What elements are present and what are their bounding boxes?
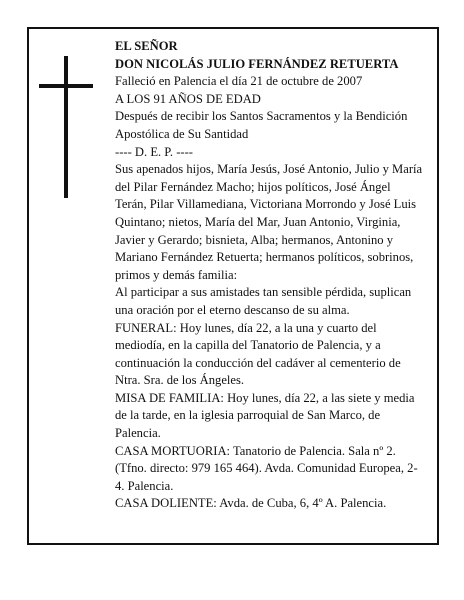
sacraments-line: Después de recibir los Santos Sacramentos y la Bendición Apostólica de Su Santidad [115,109,408,141]
deceased-name: DON NICOLÁS JULIO FERNÁNDEZ RETUERTA [115,56,399,71]
family-paragraph: Sus apenados hijos, María Jesús, José Antonio, Julio y María del Pilar Fernández Macho; hijos políticos, José Ángel Terán, Pilar Villamediana, Victoriana Morrondo y José Luis Quintano; nietos, María del Mar, Juan Antonio, Virginia, Javier y Gerardo; bisnieta, Alba; hermanos, Antonino y Mariano Fernández Retuerta; hermanos políticos, sobrinos, primos y demás familia: [115,162,423,282]
cross-vertical-bar [64,56,68,198]
death-notice: Falleció en Palencia el día 21 de octubre de 2007 [115,74,363,89]
obituary-text [115,38,425,513]
rip-line: ---- D. E. P. ---- [115,144,193,159]
cross-horizontal-bar [39,84,93,88]
family-mass-paragraph: MISA DE FAMILIA: Hoy lunes, día 22, a las siete y media de la tarde, en la iglesia parroquial de San Marco, de Palencia. [115,390,415,441]
request-paragraph: Al participar a sus amistades tan sensible pérdida, suplican una oración por el eterno descanso de su alma. [115,285,412,317]
cross-icon [39,56,93,198]
title-line-1: EL SEÑOR [115,39,178,53]
funeral-paragraph: FUNERAL: Hoy lunes, día 22, a la una y cuarto del mediodía, en la capilla del Tanatorio de Palencia, y a continuación la conducción del cadáver al cementerio de Ntra. Sra. de los Ángeles. [115,320,401,388]
age-line: A LOS 91 AÑOS DE EDAD [115,91,261,106]
mortuary-paragraph: CASA MORTUORIA: Tanatorio de Palencia. Sala nº 2. (Tfno. directo: 979 165 464). Avda. Comunidad Europea, 2-4. Palencia. [115,443,418,493]
home-paragraph: CASA DOLIENTE: Avda. de Cuba, 6, 4º A. Palencia. [115,496,387,511]
